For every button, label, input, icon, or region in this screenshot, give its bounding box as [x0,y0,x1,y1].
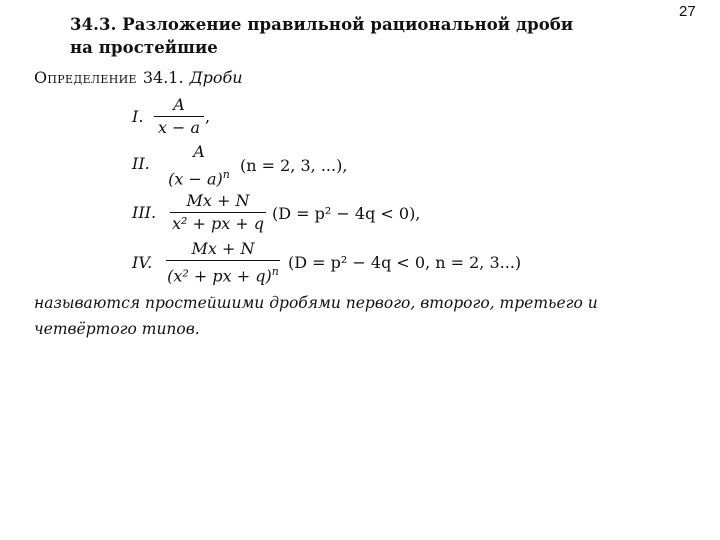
definition-label: Определение [34,68,137,87]
fraction-bar [166,163,232,164]
formula-4-fraction [166,239,280,286]
formula-3-numeral: III. [132,203,157,222]
section-heading [70,13,573,59]
formula-4-condition: (D = p² − 4q < 0, n = 2, 3...) [288,253,522,272]
formula-2-numerator: A [193,142,205,161]
formula-2-fraction [166,142,232,189]
formula-1-numeral: I. [132,107,144,126]
formula-1-numerator: A [173,95,185,114]
fraction-bar [154,116,204,117]
definition-text: называются простейшими дробями первого, второго, третьего и четвёртого типов. [34,294,598,338]
section-heading-line2: на простейшие [70,38,218,57]
formula-1-suffix: , [205,107,211,126]
formula-2-condition: (n = 2, 3, ...), [240,156,348,175]
formula-1-denominator: x − a [157,118,201,137]
section-heading-line1: 34.3. Разложение правильной рациональной дроби [70,15,574,34]
formula-4-numerator: Mx + N [191,239,255,258]
definition-number: 34.1. [142,68,184,87]
formula-3-fraction [170,191,266,234]
formula-4-denominator: (x² + px + q)$^n$ [167,265,279,286]
formula-2-denominator: $(x - a)^n$ [168,168,230,189]
formula-1-fraction [154,95,204,138]
fraction-bar [170,212,266,213]
formula-3-numerator: Mx + N [186,191,250,210]
formula-4-numeral: IV. [132,253,153,272]
fraction-bar [166,260,280,261]
formula-3-condition: (D = p² − 4q < 0), [272,204,421,223]
formula-2-numeral: II. [132,154,150,173]
definition-header [34,68,243,87]
page-number: 27 [679,3,696,20]
definition-word: Дроби [189,68,243,87]
formula-3-denominator: x² + px + q [171,214,265,233]
